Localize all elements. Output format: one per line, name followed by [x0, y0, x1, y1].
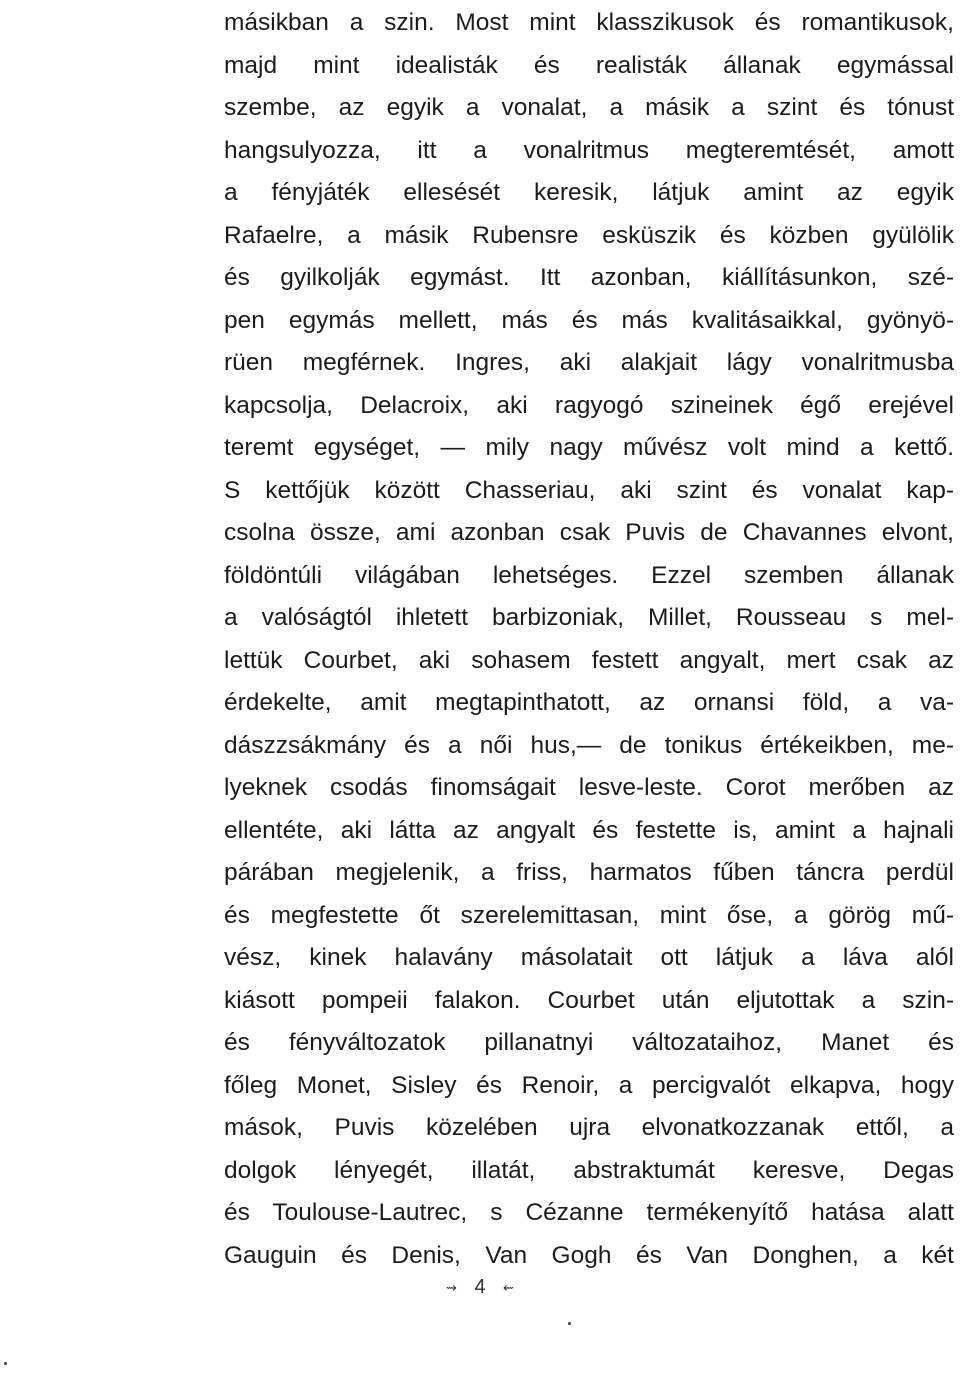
text-line: Rafaelre, a másik Rubensre esküszik és közben gyülölik — [224, 221, 954, 249]
text-line: a fényjáték ellesését keresik, látjuk amint az egyik — [224, 179, 954, 206]
text-line: és fényváltozatok pillanatnyi változataihoz, Manet és — [224, 1029, 954, 1056]
text-line: a valóságtól ihletett barbizoniak, Millet, Rousseau s mel- — [224, 604, 954, 631]
ornament-left-icon: ⇝ — [445, 1279, 457, 1295]
text-line: földöntúli világában lehetséges. Ezzel szemben állanak — [224, 561, 954, 589]
text-line: dolgok lényegét, illatát, abstraktumát keresve, Degas — [224, 1156, 954, 1184]
text-line: és gyilkolják egymást. Itt azonban, kiállításunkon, szé- — [224, 264, 954, 291]
text-line: és megfestette őt szerelemittasan, mint őse, a görög mű- — [224, 901, 954, 929]
page-footer — [0, 1272, 960, 1302]
text-line: és Toulouse-Lautrec, s Cézanne termékenyítő hatása alatt — [224, 1199, 954, 1226]
text-line: csolna össze, ami azonban csak Puvis de Chavannes elvont, — [224, 519, 954, 546]
text-line: kiásott pompeii falakon. Courbet után eljutottak a szin- — [224, 986, 954, 1014]
text-line: lettük Courbet, aki sohasem festett angyalt, mert csak az — [224, 646, 954, 674]
text-line: ellentéte, aki látta az angyalt és festette is, amint a hajnali — [224, 816, 954, 844]
ornament-right-icon: ⇜ — [503, 1279, 515, 1295]
text-line: dászzsákmány és a női hus,— de tonikus értékeikben, me- — [224, 731, 954, 759]
text-line: kapcsolja, Delacroix, aki ragyogó szineinek égő erejével — [224, 391, 954, 419]
text-line: vész, kinek halavány másolatait ott látjuk a láva alól — [224, 944, 954, 971]
text-line: S kettőjük között Chasseriau, aki szint és vonalat kap- — [224, 476, 954, 504]
text-line: rüen megférnek. Ingres, aki alakjait lágy vonalritmusba — [224, 349, 954, 376]
text-line: szembe, az egyik a vonalat, a másik a szint és tónust — [224, 94, 954, 121]
text-line: mások, Puvis közelében ujra elvonatkozzanak ettől, a — [224, 1114, 954, 1141]
text-line: pen egymás mellett, más és más kvalitásaikkal, gyönyö- — [224, 306, 954, 334]
text-line: majd mint idealisták és realisták állanak egymással — [224, 51, 954, 79]
text-line: párában megjelenik, a friss, harmatos fűben táncra perdül — [224, 859, 954, 886]
text-line: másikban a szin. Most mint klasszikusok és romantikusok, — [224, 9, 954, 36]
speck-mark — [568, 1322, 571, 1325]
text-line: főleg Monet, Sisley és Renoir, a percigvalót elkapva, hogy — [224, 1071, 954, 1099]
text-line: lyeknek csodás finomságait lesve-leste. Corot merőben az — [224, 774, 954, 801]
text-line: érdekelte, amit megtapinthatott, az ornansi föld, a va- — [224, 689, 954, 716]
text-line: Gauguin és Denis, Van Gogh és Van Donghen, a két — [224, 1241, 954, 1269]
speck-mark — [4, 1362, 7, 1365]
page-number: 4 — [474, 1276, 486, 1298]
text-line: teremt egységet, — mily nagy művész volt mind a kettő. — [224, 434, 954, 461]
text-line: hangsulyozza, itt a vonalritmus megteremtését, amott — [224, 136, 954, 164]
